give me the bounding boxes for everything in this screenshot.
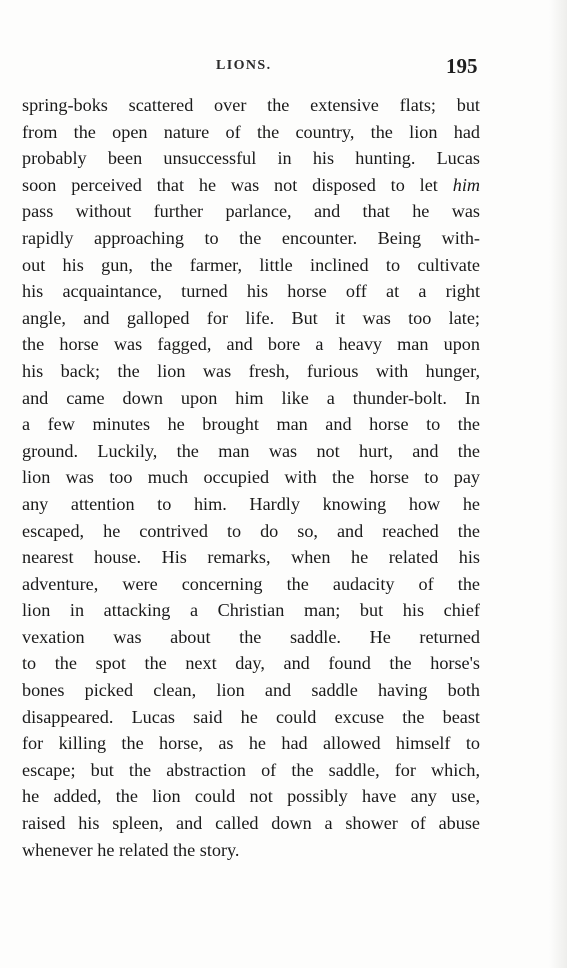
page-header	[0, 54, 567, 80]
text-line: the horse was fagged, and bore a heavy man upon	[22, 334, 480, 355]
text-line	[22, 172, 480, 199]
text-line: adventure, were concerning the audacity of the	[22, 573, 480, 594]
text-line: from the open nature of the country, the lion had	[22, 121, 480, 142]
text-line: bones picked clean, lion and saddle having both	[22, 680, 480, 701]
text-line: lion was too much occupied with the horse to pay	[22, 467, 480, 488]
page-number: 195	[446, 54, 478, 78]
text-line: out his gun, the farmer, little inclined to cultivate	[22, 254, 480, 275]
text-line: angle, and galloped for life. But it was too late;	[22, 307, 480, 328]
body-text	[22, 92, 480, 863]
text-line: escape; but the abstraction of the saddle, for which,	[22, 759, 480, 780]
text-line: vexation was about the saddle. He returned	[22, 626, 480, 647]
text-line: rapidly approaching to the encounter. Being with-	[22, 227, 480, 248]
text-line: his acquaintance, turned his horse off at a right	[22, 281, 480, 302]
text-line: escaped, he contrived to do so, and reached the	[22, 520, 480, 541]
text-line: any attention to him. Hardly knowing how he	[22, 493, 480, 514]
text-line: nearest house. His remarks, when he related his	[22, 547, 480, 568]
italic-word: him	[452, 174, 480, 195]
page-edge-shading	[549, 0, 567, 968]
text-line: whenever he related the story.	[22, 839, 240, 860]
text-line: pass without further parlance, and that he was	[22, 201, 480, 222]
text-line: for killing the horse, as he had allowed himself to	[22, 733, 480, 754]
text-line: spring-boks scattered over the extensive flats; but	[22, 95, 480, 115]
text-line: he added, the lion could not possibly have any use,	[22, 786, 480, 807]
text-line: disappeared. Lucas said he could excuse the beast	[22, 706, 480, 727]
text-line-start: soon perceived that he was not disposed to let	[22, 174, 438, 195]
text-line: and came down upon him like a thunder-bolt. In	[22, 387, 480, 408]
text-line: to the spot the next day, and found the horse's	[22, 653, 480, 674]
text-line: a few minutes he brought man and horse to the	[22, 414, 480, 435]
text-line: lion in attacking a Christian man; but his chief	[22, 600, 480, 621]
text-line: his back; the lion was fresh, furious with hunger,	[22, 360, 480, 381]
text-line: raised his spleen, and called down a shower of abuse	[22, 813, 480, 834]
running-head: LIONS.	[216, 58, 272, 73]
text-line: probably been unsuccessful in his hunting. Lucas	[22, 148, 480, 169]
text-line: ground. Luckily, the man was not hurt, and the	[22, 440, 480, 461]
